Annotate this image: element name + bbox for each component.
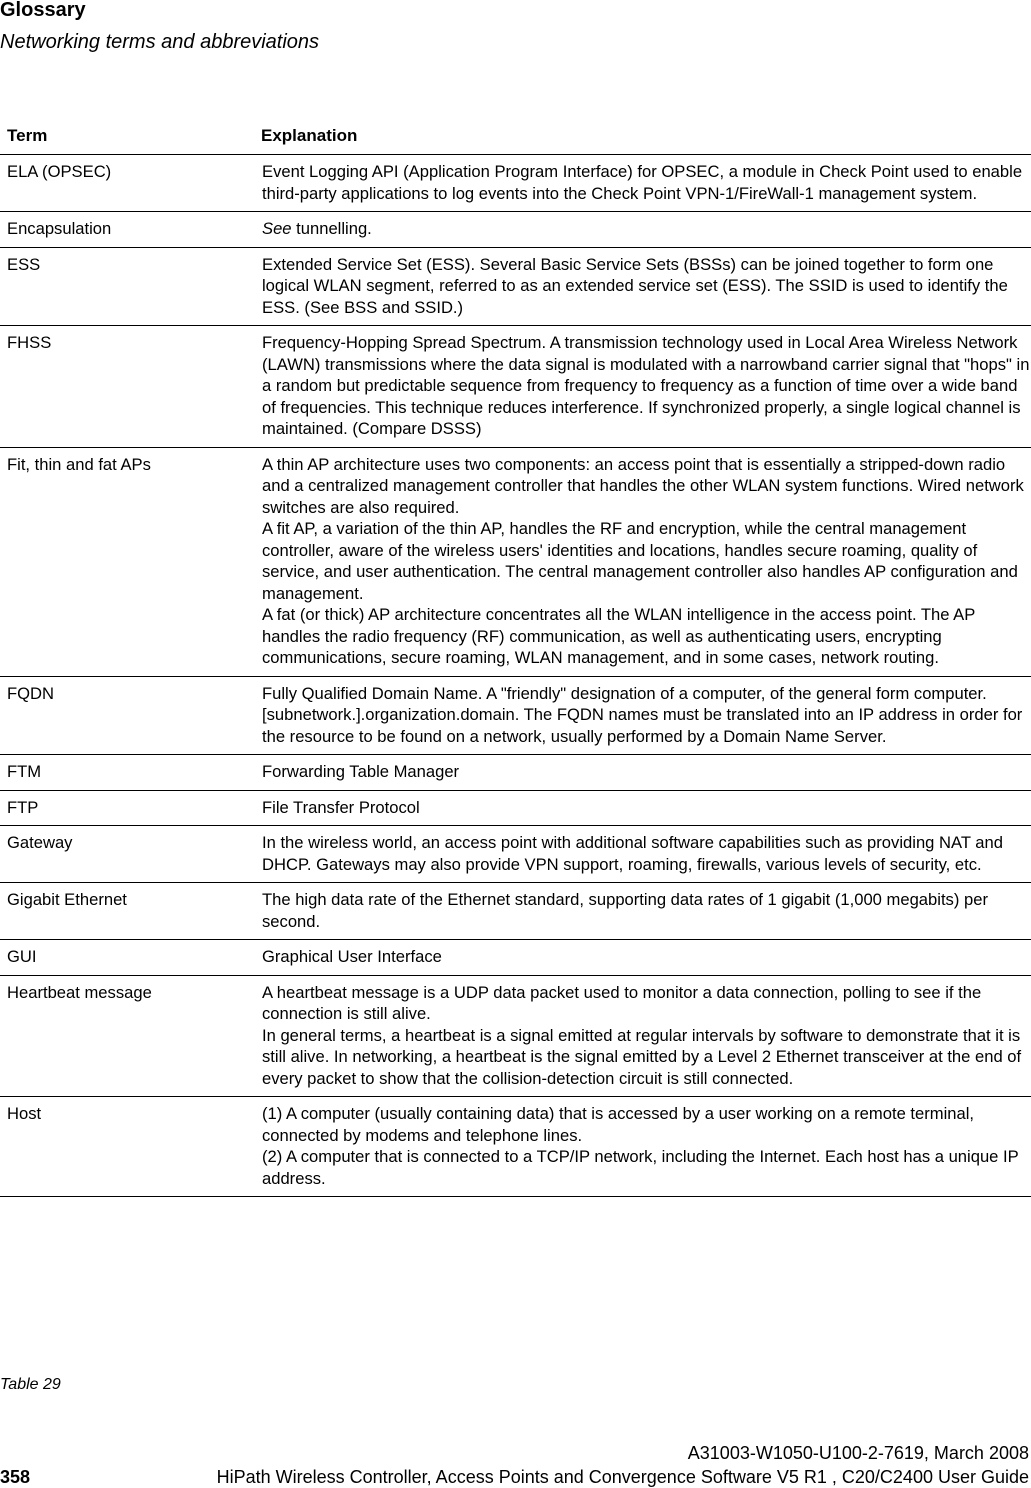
explanation-text: tunnelling.	[291, 219, 372, 238]
table-row	[0, 790, 1031, 826]
explanation-cell	[254, 1097, 1031, 1197]
explanation-text: Graphical User Interface	[262, 947, 442, 966]
term-cell: ELA (OPSEC)	[0, 155, 254, 212]
term-cell: Gateway	[0, 826, 254, 883]
explanation-text: Fully Qualified Domain Name. A "friendly" designation of a computer, of the general form computer.[subnetwork.].organization.domain. The FQDN names must be translated into an IP address in order for the resource to be found on a network, usually performed by a Domain Name Server.	[262, 683, 1023, 746]
term-cell: FQDN	[0, 676, 254, 755]
table-row	[0, 447, 1031, 676]
explanation-text: In the wireless world, an access point with additional software capabilities such as providing NAT and DHCP. Gateways may also provide VPN support, roaming, firewalls, various levels of security, etc.	[262, 833, 1003, 874]
table-row	[0, 755, 1031, 791]
term-cell: Gigabit Ethernet	[0, 883, 254, 940]
explanation-cell	[254, 676, 1031, 755]
term-cell: Heartbeat message	[0, 975, 254, 1097]
term-cell: Encapsulation	[0, 212, 254, 248]
explanation-text: A thin AP architecture uses two components: an access point that is essentially a stripped-down radio and a centralized management controller that handles the other WLAN system functions. Wired network switches are also required. A fit AP, a variation of the thin AP, handles the RF and encryption, while the central management controller, aware of the wireless users' identities and locations, handles secure roaming, quality of service, and user authentication. The central management controller also handles AP configuration and management. A fat (or thick) AP architecture concentrates all the WLAN intelligence in the access point. The AP handles the radio frequency (RF) communication, as well as authenticating users, encrypting communications, secure roaming, WLAN management, and in some cases, network routing.	[262, 454, 1024, 667]
table-row	[0, 212, 1031, 248]
explanation-text: (1) A computer (usually containing data) that is accessed by a user working on a remote terminal, connected by modems and telephone lines. (2) A computer that is connected to a TCP/IP network, including the Internet. Each host has a unique IP address.	[262, 1104, 1019, 1188]
term-cell: FHSS	[0, 326, 254, 448]
explanation-text: A heartbeat message is a UDP data packet used to monitor a data connection, polling to see if the connection is still alive. In general terms, a heartbeat is a signal emitted at regular intervals by software to demonstrate that it is still alive. In networking, a heartbeat is the signal emitted by a Level 2 Ethernet transceiver at the end of every packet to show that the collision-detection circuit is still connected.	[262, 982, 1022, 1088]
explanation-text: The high data rate of the Ethernet standard, supporting data rates of 1 gigabit (1,000 megabits) per second.	[262, 890, 988, 931]
explanation-cell	[254, 247, 1031, 326]
table-row	[0, 975, 1031, 1097]
explanation-cell	[254, 883, 1031, 940]
glossary-table	[0, 118, 1031, 1197]
table-header-row	[0, 118, 1031, 155]
term-cell: FTP	[0, 790, 254, 826]
column-header-term: Term	[0, 118, 254, 155]
explanation-cell	[254, 212, 1031, 248]
term-cell: Fit, thin and fat APs	[0, 447, 254, 676]
footer-doc-id: A31003-W1050-U100-2-7619, March 2008	[687, 1443, 1029, 1463]
explanation-text: Forwarding Table Manager	[262, 762, 460, 781]
table-row	[0, 676, 1031, 755]
explanation-text: Extended Service Set (ESS). Several Basic Service Sets (BSSs) can be joined together to form one logical WLAN segment, referred to as an extended service set (ESS). The SSID is used to identify the ESS. (See BSS and SSID.)	[262, 254, 1008, 317]
table-row	[0, 155, 1031, 212]
explanation-lead: See	[262, 219, 292, 238]
table-row	[0, 940, 1031, 976]
table-caption: Table 29	[0, 1376, 61, 1393]
page-title: Glossary	[0, 0, 86, 21]
explanation-cell	[254, 755, 1031, 791]
explanation-cell	[254, 155, 1031, 212]
explanation-text: File Transfer Protocol	[262, 797, 420, 817]
explanation-cell	[254, 826, 1031, 883]
table-row	[0, 826, 1031, 883]
term-cell: Host	[0, 1097, 254, 1197]
explanation-cell	[254, 975, 1031, 1097]
term-cell: GUI	[0, 940, 254, 976]
table-row	[0, 1097, 1031, 1197]
term-cell: FTM	[0, 755, 254, 791]
table-row	[0, 883, 1031, 940]
footer-page-number: 358	[0, 1467, 31, 1487]
footer-doc-title: HiPath Wireless Controller, Access Points and Convergence Software V5 R1 , C20/C2400 User Guide	[216, 1467, 1029, 1487]
term-cell: ESS	[0, 247, 254, 326]
explanation-cell	[254, 940, 1031, 976]
explanation-text: Event Logging API (Application Program Interface) for OPSEC, a module in Check Point used to enable third-party applications to log events into the Check Point VPN-1/FireWall-1 management system.	[262, 162, 1023, 203]
table-row	[0, 326, 1031, 448]
column-header-explanation: Explanation	[254, 118, 1031, 155]
page-subtitle: Networking terms and abbreviations	[0, 31, 320, 53]
explanation-cell	[254, 326, 1031, 448]
explanation-cell	[254, 790, 1031, 826]
explanation-cell	[254, 447, 1031, 676]
table-row	[0, 247, 1031, 326]
explanation-text: Frequency-Hopping Spread Spectrum. A transmission technology used in Local Area Wireless Network (LAWN) transmissions where the data signal is modulated with a narrowband carrier signal that "hops" in a random but predictable sequence from frequency to frequency as a function of time over a wide band of frequencies. This technique reduces interference. If synchronized properly, a single logical channel is maintained. (Compare DSSS)	[262, 333, 1030, 438]
